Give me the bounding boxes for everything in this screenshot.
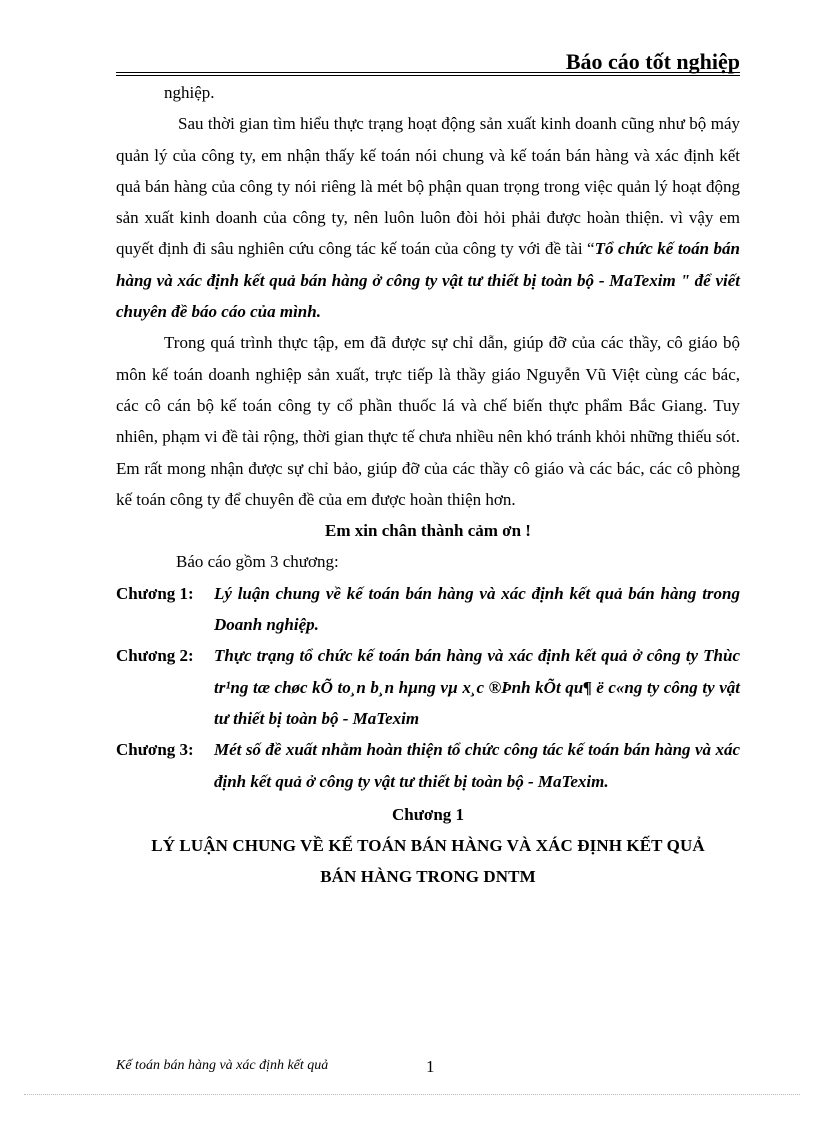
- footer-text: Kế toán bán hàng và xác định kết quả: [116, 1058, 329, 1073]
- chapter-title-line-2: BÁN HÀNG TRONG DNTM: [320, 867, 536, 887]
- chapter-heading: [116, 799, 740, 893]
- thesis-topic: Tổ chức kế toán bán hàng và xác định kết quả bán hàng ở công ty vật tư thiết bị toàn bộ - MaTexim " để viết chuyên đề báo cáo của mình.: [116, 239, 740, 322]
- chapter-description: Thực trạng tổ chức kế toán bán hàng và xác định kết quả ở công ty Thùc tr¹ng tæ chøc kÕ to¸n b¸n hµng vµ x¸c ®Þnh kÕt qu¶ ë c«ng ty công ty vật tư thiết bị toàn bộ - MaTexim: [214, 646, 740, 728]
- body-text: [116, 77, 740, 893]
- continuation-line: nghiệp.: [164, 83, 215, 102]
- chapters-intro: Báo cáo gồm 3 chương:: [176, 552, 339, 572]
- header-title: Báo cáo tốt nghiệp: [565, 49, 740, 74]
- chapter-description: Lý luận chung về kế toán bán hàng và xác định kết quả bán hàng trong Doanh nghiệp.: [214, 583, 740, 635]
- chapter-description: Mét số đề xuất nhằm hoàn thiện tổ chức công tác kế toán bán hàng và xác định kết quả ở công ty vật tư thiết bị toàn bộ - MaTexim.: [214, 740, 740, 791]
- header-rule-bottom: [116, 75, 740, 76]
- paragraph-intro-text: Sau thời gian tìm hiểu thực trạng hoạt động sản xuất kinh doanh cũng như bộ máy quản lý của công ty, em nhận thấy kế toán nói chung và kế toán bán hàng và xác định kết quả bán hàng của công ty nói riêng là mét bộ phận quan trọng trong việc quản lý hoạt động sản xuất kinh doanh của công ty, nên luôn luôn đòi hỏi phải được hoàn thiện. vì vậy em quyết định đi sâu nghiên cứu công tác kế toán của công ty với đề tài “: [116, 114, 740, 259]
- chapter-label: Chương 2:: [116, 646, 194, 666]
- chapter-number: Chương 1: [391, 804, 465, 824]
- footer-dotted-rule: [24, 1094, 800, 1095]
- header-rule-top: [116, 72, 740, 73]
- chapter-item-2: [116, 640, 740, 734]
- chapter-item-1: [116, 578, 740, 641]
- chapter-title-line-1: LÝ LUẬN CHUNG VỀ KẾ TOÁN BÁN HÀNG VÀ XÁC ĐỊNH KẾT QUẢ: [151, 836, 705, 856]
- thanks-line: Em xin chân thành cảm ơn !: [325, 521, 531, 541]
- chapter-label: Chương 1:: [116, 583, 194, 603]
- paragraph-intro: [116, 108, 740, 327]
- chapter-item-3: [116, 734, 740, 797]
- chapter-label: Chương 3:: [116, 740, 194, 760]
- paragraph-acknowledgement: Trong quá trình thực tập, em đã được sự chỉ dẫn, giúp đỡ của các thầy, cô giáo bộ môn kế toán doanh nghiệp sản xuất, trực tiếp là thầy giáo Nguyễn Vũ Việt cùng các bác, các cô cán bộ kế toán công ty cổ phần thuốc lá và chế biến thực phẩm Bắc Giang. Tuy nhiên, phạm vi đề tài rộng, thời gian thực tế chưa nhiều nên khó tránh khỏi những thiếu sót. Em rất mong nhận được sự chỉ bảo, giúp đỡ của các thầy cô giáo và các bác, các cô phòng kế toán công ty để chuyên đề của em được hoàn thiện hơn.: [116, 333, 740, 509]
- page-number: 1: [426, 1057, 435, 1076]
